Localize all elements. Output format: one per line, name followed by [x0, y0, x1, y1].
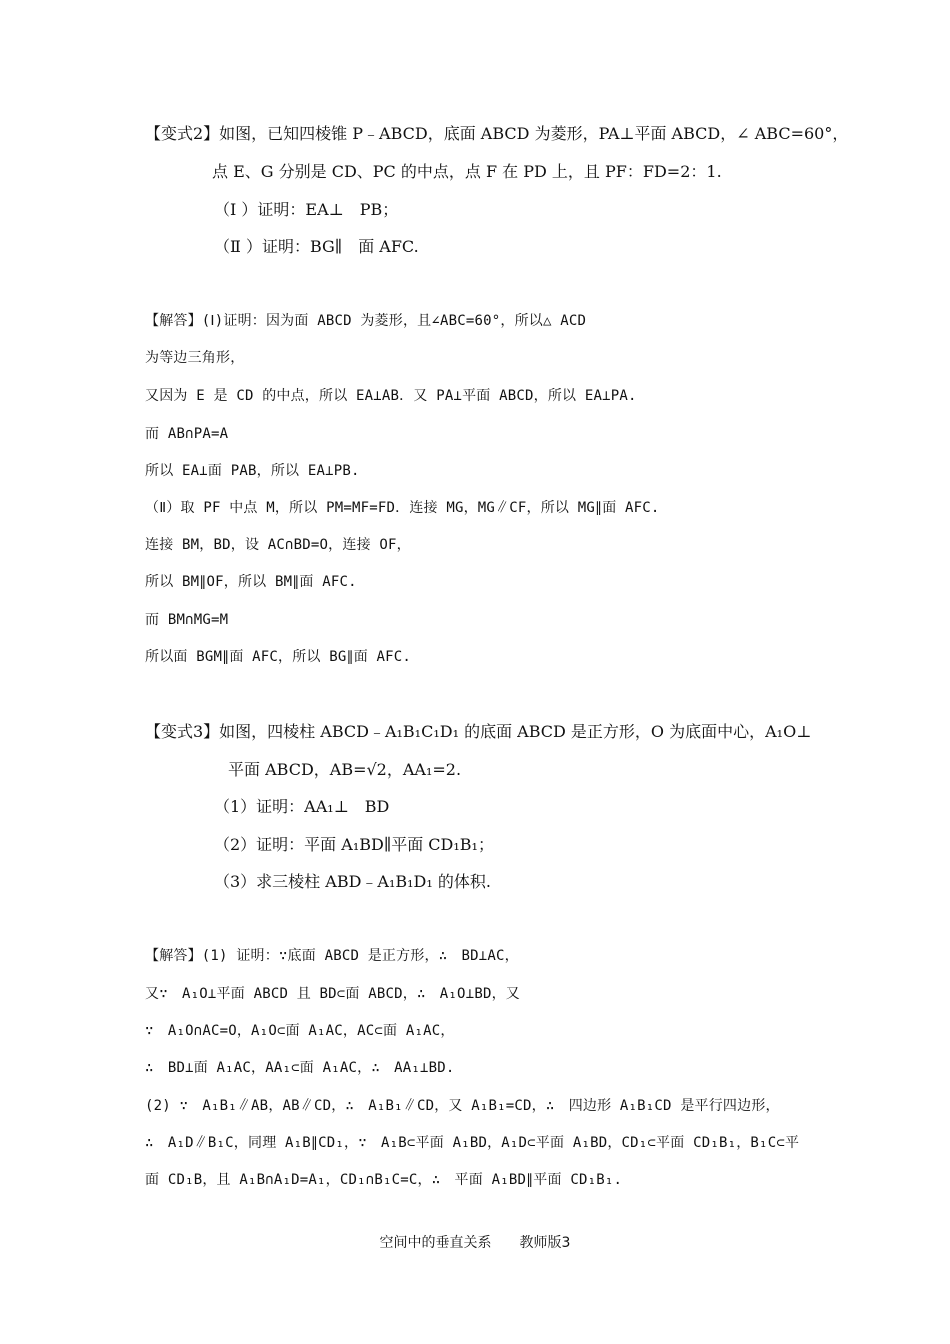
- s3-line-2: 又∵ A₁O⊥平面 ABCD 且 BD⊂面 ABCD，∴ A₁O⊥BD，又: [145, 986, 520, 1002]
- s3-line-5: (2) ∵ A₁B₁∥AB，AB∥CD，∴ A₁B₁∥CD，又 A₁B₁=CD，∴ 四边形 A₁B₁CD 是平行四边形，: [145, 1098, 780, 1114]
- s2-line-5: 所以 EA⊥面 PAB，所以 EA⊥PB.: [145, 463, 360, 479]
- page-footer: 空间中的垂直关系 教师版3: [379, 1235, 571, 1251]
- s2-line-1: 【解答】(Ⅰ)证明：因为面 ABCD 为菱形，且∠ABC=60°，所以△ ACD: [145, 313, 587, 329]
- s2-line-2: 为等边三角形，: [145, 350, 245, 366]
- v2-line-1: 【变式2】如图，已知四棱锥 P﹣ABCD，底面 ABCD 为菱形，PA⊥平面 ABCD，∠ ABC=60°，: [145, 124, 849, 143]
- s3-line-6: ∴ A₁D∥B₁C，同理 A₁B∥CD₁，∵ A₁B⊂平面 A₁BD，A₁D⊂平面 A₁BD，CD₁⊂平面 CD₁B₁，B₁C⊂平: [145, 1135, 800, 1151]
- v3-line-5: （3）求三棱柱 ABD﹣A₁B₁D₁ 的体积.: [214, 872, 491, 891]
- v2-line-2: 点 E、G 分别是 CD、PC 的中点，点 F 在 PD 上，且 PF：FD=2：1.: [212, 162, 722, 181]
- s2-line-6: （Ⅱ）取 PF 中点 M，所以 PM=MF=FD．连接 MG，MG∥CF，所以 MG∥面 AFC.: [145, 500, 660, 516]
- v2-line-3: （Ⅰ ）证明：EA⊥ PB；: [214, 200, 399, 219]
- v3-line-3: （1）证明：AA₁⊥ BD: [214, 797, 390, 816]
- s3-line-4: ∴ BD⊥面 A₁AC，AA₁⊂面 A₁AC，∴ AA₁⊥BD.: [145, 1060, 455, 1076]
- s2-line-9: 而 BM∩MG=M: [145, 612, 229, 628]
- v2-line-4: （Ⅱ ）证明：BG∥ 面 AFC.: [214, 237, 419, 256]
- s2-line-7: 连接 BM，BD，设 AC∩BD=O，连接 OF，: [145, 537, 411, 553]
- v3-line-2: 平面 ABCD，AB=√2，AA₁=2.: [228, 760, 462, 779]
- s2-line-10: 所以面 BGM∥面 AFC，所以 BG∥面 AFC.: [145, 649, 412, 665]
- s2-line-3: 又因为 E 是 CD 的中点，所以 EA⊥AB．又 PA⊥平面 ABCD，所以 EA⊥PA.: [145, 388, 637, 404]
- s3-line-1: 【解答】(1) 证明：∵底面 ABCD 是正方形，∴ BD⊥AC，: [145, 948, 519, 964]
- v3-line-4: （2）证明：平面 A₁BD∥平面 CD₁B₁；: [214, 835, 494, 854]
- s2-line-8: 所以 BM∥OF，所以 BM∥面 AFC.: [145, 574, 357, 590]
- s3-line-7: 面 CD₁B，且 A₁B∩A₁D=A₁，CD₁∩B₁C=C，∴ 平面 A₁BD∥平面 CD₁B₁.: [145, 1172, 623, 1188]
- s3-line-3: ∵ A₁O∩AC=O，A₁O⊂面 A₁AC，AC⊂面 A₁AC，: [145, 1023, 455, 1039]
- v3-line-1: 【变式3】如图，四棱柱 ABCD﹣A₁B₁C₁D₁ 的底面 ABCD 是正方形，O 为底面中心，A₁O⊥: [145, 722, 812, 741]
- s2-line-4: 而 AB∩PA=A: [145, 426, 229, 442]
